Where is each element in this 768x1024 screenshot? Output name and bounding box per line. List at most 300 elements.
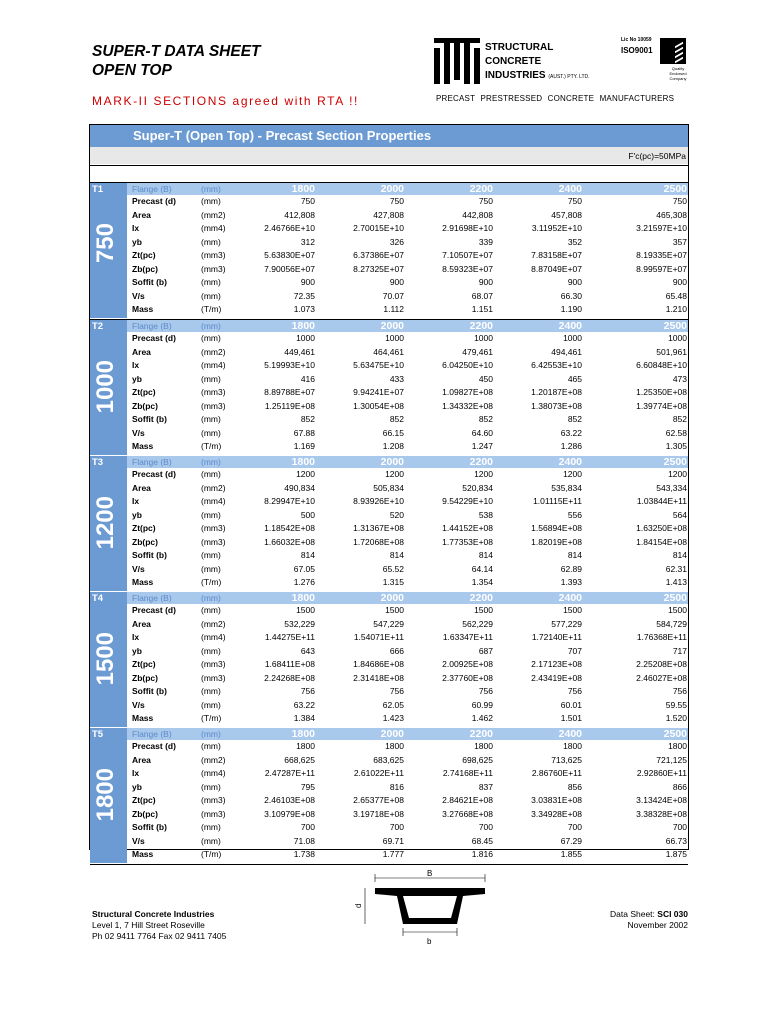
property-value: 6.04250E+10 — [442, 360, 493, 370]
property-name: Soffit (b) — [132, 686, 167, 696]
property-name: V/s — [132, 290, 145, 301]
property-unit: (T/m) — [201, 849, 222, 859]
property-value: 666 — [389, 645, 404, 656]
sheet-date: November 2002 — [627, 920, 688, 930]
table-row — [90, 848, 688, 861]
property-value: 500 — [300, 509, 315, 520]
property-unit: (mm) — [201, 699, 221, 710]
table-row — [90, 699, 688, 712]
property-value: 721,125 — [656, 754, 687, 765]
company-tagline: PRECAST PRESTRESSED CONCRETE MANUFACTURERS — [436, 94, 675, 103]
property-value: 2.37760E+08 — [442, 672, 493, 683]
property-value: 2.84621E+08 — [442, 795, 493, 805]
property-unit: (mm) — [201, 414, 221, 424]
table-title-band — [90, 125, 688, 147]
property-value: 1000 — [474, 333, 493, 343]
flange-width-value: 2000 — [380, 456, 404, 468]
property-name: Zt(pc) — [132, 523, 156, 533]
property-value: 1.34332E+08 — [442, 400, 493, 411]
property-value: 326 — [389, 236, 404, 247]
property-name: V/s — [132, 835, 145, 846]
property-value: 69.71 — [382, 835, 404, 846]
sheet-number: SCI 030 — [657, 909, 688, 919]
property-value: 2.00925E+08 — [442, 659, 493, 669]
flange-width-value: 2400 — [558, 456, 582, 468]
property-value: 449,461 — [284, 346, 315, 357]
flange-unit: (mm) — [201, 457, 221, 467]
property-unit: (mm3) — [201, 523, 226, 533]
property-value: 1500 — [668, 605, 687, 615]
property-value: 7.83158E+07 — [531, 250, 582, 260]
property-value: 562,229 — [462, 618, 493, 629]
sheet-label: Data Sheet: — [610, 909, 658, 919]
property-value: 1000 — [668, 333, 687, 343]
flange-width-value: 1800 — [291, 456, 315, 468]
property-value: 66.30 — [560, 290, 582, 301]
table-row — [90, 740, 688, 753]
property-value: 8.89788E+07 — [264, 387, 315, 397]
property-value: 2.70015E+10 — [353, 223, 404, 233]
property-value: 60.99 — [471, 699, 493, 710]
property-name: Area — [132, 209, 151, 220]
table-sub-band — [90, 147, 688, 164]
concrete-strength: F'c(pc)=50MPa — [628, 151, 686, 161]
table-row — [90, 386, 688, 399]
property-unit: (mm4) — [201, 360, 226, 370]
property-value: 852 — [478, 414, 493, 424]
property-value: 6.60848E+10 — [636, 360, 687, 370]
section-tag: T2 — [92, 321, 104, 332]
property-value: 1.354 — [471, 577, 493, 587]
section-depth: 1000 — [92, 359, 119, 413]
property-value: 1000 — [563, 333, 582, 343]
section-depth: 1800 — [92, 767, 119, 821]
flange-width-value: 2200 — [469, 592, 493, 604]
section-tag: T1 — [92, 184, 104, 195]
property-value: 3.13424E+08 — [636, 795, 687, 805]
property-unit: (mm2) — [201, 754, 226, 765]
flange-width-value: 2500 — [663, 456, 687, 468]
property-unit: (mm2) — [201, 209, 226, 220]
property-value: 473 — [672, 373, 687, 384]
property-name: Zt(pc) — [132, 659, 156, 669]
property-name: Mass — [132, 441, 154, 451]
property-value: 1.169 — [293, 441, 315, 451]
table-row — [90, 645, 688, 658]
property-name: Precast (d) — [132, 605, 176, 615]
property-value: 700 — [300, 822, 315, 832]
property-value: 1500 — [296, 605, 315, 615]
property-value: 814 — [567, 550, 582, 560]
property-name: yb — [132, 781, 142, 792]
property-value: 707 — [567, 645, 582, 656]
property-unit: (mm) — [201, 290, 221, 301]
flange-label: Flange (B) — [132, 457, 172, 467]
table-row — [90, 672, 688, 685]
table-row — [90, 576, 688, 589]
property-unit: (T/m) — [201, 441, 222, 451]
super-t-cross-section-diagram — [345, 866, 495, 946]
property-unit: (mm) — [201, 469, 221, 479]
section-t2 — [90, 320, 688, 455]
flange-width-value: 2200 — [469, 456, 493, 468]
property-value: 3.27668E+08 — [442, 808, 493, 819]
property-unit: (mm) — [201, 822, 221, 832]
property-name: Mass — [132, 849, 154, 859]
property-name: Ix — [132, 223, 140, 233]
table-row — [90, 821, 688, 834]
property-value: 1.44275E+11 — [264, 632, 315, 642]
property-value: 1.738 — [293, 849, 315, 859]
section-tag: T4 — [92, 593, 104, 604]
property-value: 1.72068E+08 — [353, 536, 404, 547]
property-value: 412,808 — [284, 209, 315, 220]
property-value: 814 — [672, 550, 687, 560]
footer-address-block — [92, 909, 226, 942]
table-row — [90, 549, 688, 562]
property-value: 479,461 — [462, 346, 493, 357]
property-unit: (mm4) — [201, 223, 226, 233]
section-tag: T3 — [92, 457, 104, 468]
property-name: Zb(pc) — [132, 263, 158, 274]
property-value: 465 — [567, 373, 582, 384]
property-value: 7.10507E+07 — [442, 250, 493, 260]
property-unit: (mm3) — [201, 250, 226, 260]
property-unit: (mm) — [201, 741, 221, 751]
property-value: 1800 — [474, 741, 493, 751]
property-value: 1.63347E+11 — [442, 632, 493, 642]
company-line-3: INDUSTRIES — [485, 70, 546, 81]
property-name: Zt(pc) — [132, 250, 156, 260]
property-name: Zb(pc) — [132, 536, 158, 547]
section-tag: T5 — [92, 729, 104, 740]
flange-unit: (mm) — [201, 593, 221, 603]
property-value: 2.43419E+08 — [531, 672, 582, 683]
property-value: 1.520 — [665, 713, 687, 723]
property-value: 1.77353E+08 — [442, 536, 493, 547]
property-name: Ix — [132, 632, 140, 642]
table-row — [90, 440, 688, 453]
property-name: Soffit (b) — [132, 414, 167, 424]
property-unit: (mm) — [201, 686, 221, 696]
property-value: 1.286 — [560, 441, 582, 451]
property-value: 1800 — [668, 741, 687, 751]
property-unit: (mm) — [201, 781, 221, 792]
property-value: 1.462 — [471, 713, 493, 723]
property-name: yb — [132, 645, 142, 656]
property-unit: (T/m) — [201, 577, 222, 587]
table-row — [90, 413, 688, 426]
property-value: 501,961 — [656, 346, 687, 357]
property-name: Zt(pc) — [132, 387, 156, 397]
property-name: yb — [132, 373, 142, 384]
table-row — [90, 835, 688, 848]
mark-ii-notice: MARK-II SECTIONS agreed with RTA !! — [92, 94, 359, 108]
property-value: 5.63475E+10 — [353, 360, 404, 370]
property-value: 1.31367E+08 — [353, 523, 404, 533]
table-row — [90, 303, 688, 316]
property-value: 59.55 — [665, 699, 687, 710]
table-row — [90, 482, 688, 495]
property-value: 1.501 — [560, 713, 582, 723]
property-value: 490,834 — [284, 482, 315, 493]
property-value: 1500 — [474, 605, 493, 615]
table-row — [90, 631, 688, 644]
footer-sheet-block — [610, 909, 688, 931]
flange-label: Flange (B) — [132, 184, 172, 194]
property-value: 450 — [478, 373, 493, 384]
property-value: 1.073 — [293, 304, 315, 314]
property-value: 68.07 — [471, 290, 493, 301]
property-value: 2.91698E+10 — [442, 223, 493, 233]
property-value: 1.25119E+08 — [264, 400, 315, 411]
section-depth: 1200 — [92, 495, 119, 549]
table-row — [90, 222, 688, 235]
property-unit: (mm) — [201, 605, 221, 615]
property-value: 1.875 — [665, 849, 687, 859]
table-row — [90, 522, 688, 535]
table-row — [90, 509, 688, 522]
table-row — [90, 754, 688, 767]
section-t5 — [90, 728, 688, 863]
property-value: 2.25208E+08 — [636, 659, 687, 669]
property-value: 1.276 — [293, 577, 315, 587]
flange-label: Flange (B) — [132, 321, 172, 331]
property-value: 1.82019E+08 — [531, 536, 582, 547]
property-name: Precast (d) — [132, 741, 176, 751]
property-value: 1.20187E+08 — [531, 387, 582, 397]
property-value: 3.11952E+10 — [531, 223, 582, 233]
property-value: 2.46766E+10 — [264, 223, 315, 233]
property-unit: (mm3) — [201, 659, 226, 669]
property-value: 9.54229E+10 — [442, 496, 493, 506]
flange-width-row — [127, 183, 688, 195]
property-value: 339 — [478, 236, 493, 247]
flange-unit: (mm) — [201, 729, 221, 739]
quality-badge-icon — [660, 38, 686, 64]
property-value: 352 — [567, 236, 582, 247]
property-value: 6.37386E+07 — [353, 250, 404, 260]
property-unit: (mm) — [201, 277, 221, 287]
property-value: 1.208 — [382, 441, 404, 451]
property-value: 556 — [567, 509, 582, 520]
property-value: 66.73 — [665, 835, 687, 846]
flange-width-value: 1800 — [291, 320, 315, 332]
company-line-1: STRUCTURAL — [485, 42, 554, 53]
table-row — [90, 536, 688, 549]
property-value: 795 — [300, 781, 315, 792]
property-unit: (mm3) — [201, 795, 226, 805]
flange-unit: (mm) — [201, 184, 221, 194]
label-b: B — [427, 869, 433, 878]
property-value: 2.61022E+11 — [353, 768, 404, 778]
property-value: 5.19993E+10 — [264, 360, 315, 370]
property-value: 837 — [478, 781, 493, 792]
iso-badge: ISO9001 — [621, 46, 653, 55]
property-value: 3.34928E+08 — [531, 808, 582, 819]
property-name: Mass — [132, 304, 154, 314]
property-value: 900 — [478, 277, 493, 287]
footer-phone: Ph 02 9411 7764 Fax 02 9411 7405 — [92, 931, 227, 941]
property-value: 3.38328E+08 — [636, 808, 687, 819]
property-value: 67.29 — [560, 835, 582, 846]
table-row — [90, 249, 688, 262]
property-value: 1200 — [563, 469, 582, 479]
property-value: 1.01115E+11 — [533, 496, 582, 506]
property-value: 1.151 — [471, 304, 493, 314]
property-value: 63.22 — [560, 427, 582, 438]
property-value: 700 — [478, 822, 493, 832]
property-value: 457,808 — [551, 209, 582, 220]
property-value: 67.05 — [293, 563, 315, 574]
flange-width-row — [127, 592, 688, 604]
property-name: V/s — [132, 563, 145, 574]
property-value: 464,461 — [373, 346, 404, 357]
sci-logo — [434, 38, 484, 84]
property-value: 543,334 — [656, 482, 687, 493]
property-value: 816 — [389, 781, 404, 792]
property-value: 900 — [567, 277, 582, 287]
quality-text: Quality Endorsed Company — [669, 66, 687, 81]
property-value: 1.76368E+11 — [636, 632, 687, 642]
property-value: 67.88 — [293, 427, 315, 438]
flange-width-value: 2400 — [558, 728, 582, 740]
flange-width-value: 2000 — [380, 728, 404, 740]
property-name: V/s — [132, 427, 145, 438]
property-value: 1.72140E+11 — [531, 632, 582, 642]
property-value: 2.46103E+08 — [264, 795, 315, 805]
property-value: 7.90056E+07 — [264, 263, 315, 274]
flange-width-value: 2500 — [663, 592, 687, 604]
girder-void — [403, 896, 457, 918]
flange-width-value: 2500 — [663, 320, 687, 332]
section-t1 — [90, 183, 688, 318]
property-value: 713,625 — [551, 754, 582, 765]
property-value: 547,229 — [373, 618, 404, 629]
property-value: 2.86760E+11 — [531, 768, 582, 778]
property-unit: (mm) — [201, 427, 221, 438]
table-row — [90, 563, 688, 576]
property-value: 5.63830E+07 — [264, 250, 315, 260]
footer-company: Structural Concrete Industries — [92, 909, 215, 919]
property-value: 62.58 — [665, 427, 687, 438]
property-unit: (mm2) — [201, 346, 226, 357]
property-unit: (mm3) — [201, 672, 226, 683]
table-row — [90, 604, 688, 617]
property-name: Zb(pc) — [132, 672, 158, 683]
property-value: 72.35 — [293, 290, 315, 301]
section-t3 — [90, 456, 688, 591]
flange-width-value: 2000 — [380, 183, 404, 195]
property-value: 1.393 — [560, 577, 582, 587]
property-value: 852 — [567, 414, 582, 424]
table-title: Super-T (Open Top) - Precast Section Properties — [133, 128, 432, 143]
table-row — [90, 468, 688, 481]
property-value: 2.47287E+11 — [264, 768, 315, 778]
property-name: Soffit (b) — [132, 277, 167, 287]
property-value: 505,834 — [373, 482, 404, 493]
section-t4 — [90, 592, 688, 727]
property-unit: (mm) — [201, 509, 221, 520]
divider — [90, 165, 688, 166]
property-unit: (mm3) — [201, 536, 226, 547]
property-value: 1.855 — [560, 849, 582, 859]
property-value: 700 — [567, 822, 582, 832]
property-value: 1.63250E+08 — [636, 523, 687, 533]
label-soffit: b — [427, 937, 432, 946]
table-row — [90, 685, 688, 698]
property-value: 750 — [672, 196, 687, 206]
property-value: 1000 — [385, 333, 404, 343]
property-value: 65.48 — [665, 290, 687, 301]
property-value: 64.60 — [471, 427, 493, 438]
property-value: 1.816 — [471, 849, 493, 859]
property-value: 3.03831E+08 — [531, 795, 582, 805]
table-row — [90, 209, 688, 222]
property-value: 62.31 — [665, 563, 687, 574]
property-name: V/s — [132, 699, 145, 710]
property-value: 1.413 — [665, 577, 687, 587]
property-value: 756 — [567, 686, 582, 696]
property-value: 2.92860E+11 — [636, 768, 687, 778]
property-value: 520 — [389, 509, 404, 520]
property-value: 1200 — [474, 469, 493, 479]
property-value: 814 — [300, 550, 315, 560]
flange-width-value: 1800 — [291, 728, 315, 740]
property-unit: (mm) — [201, 236, 221, 247]
property-unit: (mm) — [201, 835, 221, 846]
property-name: Zb(pc) — [132, 808, 158, 819]
property-value: 756 — [389, 686, 404, 696]
table-row — [90, 373, 688, 386]
property-name: Ix — [132, 768, 140, 778]
property-unit: (mm) — [201, 373, 221, 384]
footer-address: Level 1, 7 Hill Street Roseville — [92, 920, 205, 930]
table-row — [90, 332, 688, 345]
flange-unit: (mm) — [201, 321, 221, 331]
property-name: Mass — [132, 577, 154, 587]
property-value: 8.29947E+10 — [264, 496, 315, 506]
document-title — [92, 42, 261, 80]
table-row — [90, 236, 688, 249]
property-value: 756 — [672, 686, 687, 696]
property-value: 700 — [672, 822, 687, 832]
property-value: 3.19718E+08 — [353, 808, 404, 819]
table-row — [90, 767, 688, 780]
table-row — [90, 346, 688, 359]
property-value: 2.46027E+08 — [636, 672, 687, 683]
property-value: 1.56894E+08 — [531, 523, 582, 533]
flange-label: Flange (B) — [132, 593, 172, 603]
property-value: 1200 — [668, 469, 687, 479]
property-name: Zt(pc) — [132, 795, 156, 805]
property-value: 1.315 — [382, 577, 404, 587]
property-value: 1.423 — [382, 713, 404, 723]
table-row — [90, 427, 688, 440]
property-value: 520,834 — [462, 482, 493, 493]
property-value: 683,625 — [373, 754, 404, 765]
table-row — [90, 276, 688, 289]
property-value: 8.59323E+07 — [442, 263, 493, 274]
property-name: Soffit (b) — [132, 550, 167, 560]
property-value: 1.84154E+08 — [636, 536, 687, 547]
table-row — [90, 794, 688, 807]
property-value: 1.247 — [471, 441, 493, 451]
property-name: Ix — [132, 360, 140, 370]
table-row — [90, 808, 688, 821]
table-row — [90, 495, 688, 508]
property-value: 1200 — [296, 469, 315, 479]
